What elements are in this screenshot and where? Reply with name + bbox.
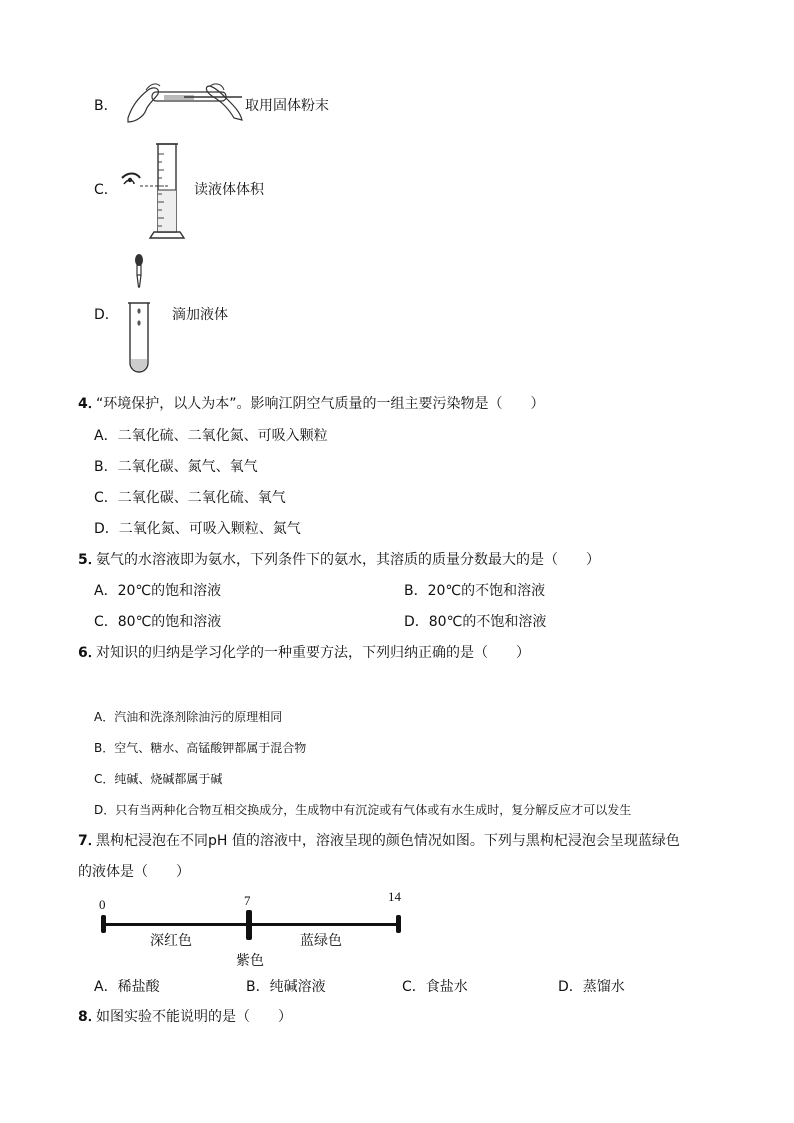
q6-number: 6． xyxy=(78,645,102,661)
q3-option-b-caption: 取用固体粉末 xyxy=(245,98,329,114)
q6-option-d: D．只有当两种化合物互相交换成分，生成物中有沉淀或有气体或有水生成时，复分解反应才可以发生 xyxy=(94,803,632,817)
scale-middle-color: 紫色 xyxy=(236,953,264,969)
scale-left-color: 深红色 xyxy=(150,933,192,949)
q7-option-b: B．纯碱溶液 xyxy=(246,979,326,995)
q7-option-a: A．稀盐酸 xyxy=(94,979,160,995)
q5-option-d: D．80℃的不饱和溶液 xyxy=(404,614,547,630)
q4-number: 4． xyxy=(78,396,102,412)
q3-option-b-letter: B． xyxy=(94,98,118,114)
dropper-test-tube-figure xyxy=(124,251,154,375)
q5-option-c: C．80℃的饱和溶液 xyxy=(94,614,222,630)
powder-sampling-figure xyxy=(124,80,244,124)
q8-stem: 如图实验不能说明的是（ ） xyxy=(96,1009,292,1025)
q7-number: 7． xyxy=(78,833,102,849)
scale-mark-14 xyxy=(396,915,401,933)
scale-tick-14: 14 xyxy=(388,889,401,904)
scale-right-color: 蓝绿色 xyxy=(300,933,342,949)
q4-stem: “环境保护，以人为本”。影响江阴空气质量的一组主要污染物是（ ） xyxy=(96,396,545,412)
q5-stem: 氨气的水溶液即为氨水，下列条件下的氨水，其溶质的质量分数最大的是（ ） xyxy=(96,552,600,568)
q5-number: 5． xyxy=(78,552,102,568)
scale-tick-0: 0 xyxy=(99,897,106,912)
q3-option-d-caption: 滴加液体 xyxy=(172,307,228,323)
q7-option-c: C．食盐水 xyxy=(402,979,468,995)
scale-mark-0 xyxy=(101,915,106,933)
scale-mark-7 xyxy=(246,910,252,940)
q7-option-d: D．蒸馏水 xyxy=(558,979,625,995)
ph-color-scale xyxy=(94,888,414,972)
q3-option-d-letter: D． xyxy=(94,307,119,323)
q4-option-d: D．二氧化氮、可吸入颗粒、氮气 xyxy=(94,521,301,537)
q6-option-c: C．纯碱、烧碱都属于碱 xyxy=(94,772,223,786)
q6-stem: 对知识的归纳是学习化学的一种重要方法，下列归纳正确的是（ ） xyxy=(96,645,530,661)
q4-option-b: B．二氧化碳、氮气、氧气 xyxy=(94,459,258,475)
q6-option-a: A．汽油和洗涤剂除油污的原理相同 xyxy=(94,710,283,724)
q4-option-c: C．二氧化碳、二氧化硫、氧气 xyxy=(94,490,286,506)
q4-option-a: A．二氧化硫、二氧化氮、可吸入颗粒 xyxy=(94,428,328,444)
q5-option-a: A．20℃的饱和溶液 xyxy=(94,583,222,599)
q6-option-b: B．空气、糖水、高锰酸钾都属于混合物 xyxy=(94,741,307,755)
q8-number: 8． xyxy=(78,1009,102,1025)
scale-tick-7: 7 xyxy=(244,893,251,908)
q7-stem-line2: 的液体是（ ） xyxy=(78,864,190,880)
q5-option-b: B．20℃的不饱和溶液 xyxy=(404,583,546,599)
q3-option-c-letter: C． xyxy=(94,182,118,198)
q3-option-c-caption: 读液体体积 xyxy=(194,182,264,198)
q7-stem-line1: 黑枸杞浸泡在不同pH 值的溶液中，溶液呈现的颜色情况如图。下列与黑枸杞浸泡会呈现蓝绿色 xyxy=(96,833,680,849)
